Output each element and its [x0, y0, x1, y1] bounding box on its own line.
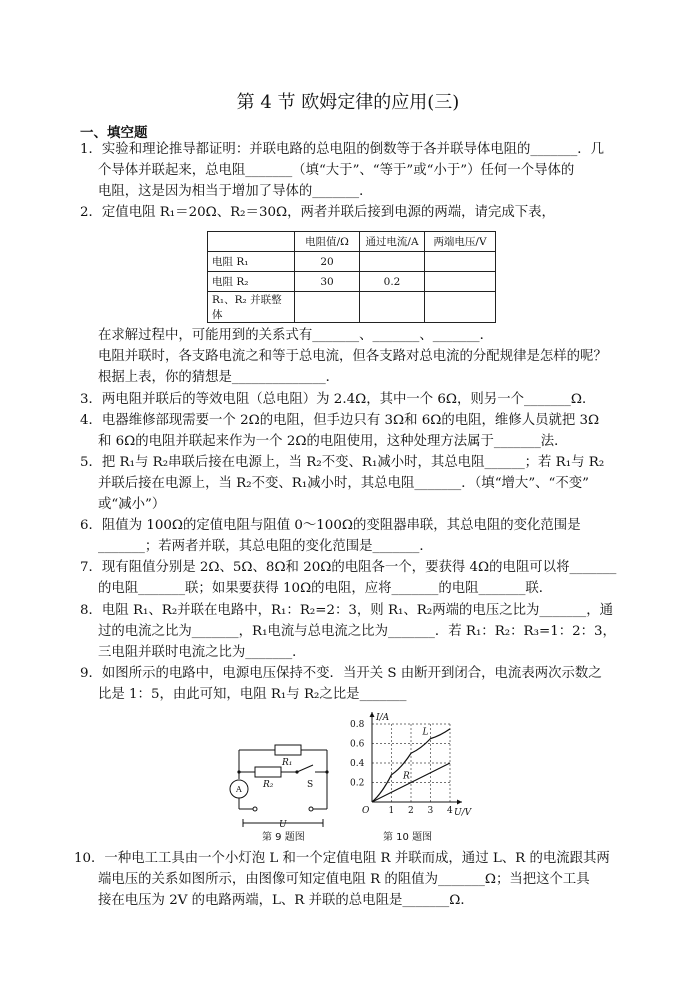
q10-line-2: 端电压的关系如图所示，由图像可知定值电阻 R 的阻值为_______Ω；当把这个工具	[98, 872, 590, 887]
q1-line-2: 个导体并联起来，总电阻_______（填“大于”、“等于”或“小于”）任何一个导体的	[98, 163, 575, 178]
q9-line-1: 9．如图所示的电路中，电源电压保持不变．当开关 S 由断开到闭合，电流表两次示数之	[80, 666, 602, 681]
q6-line-1: 6．阻值为 100Ω的定值电阻与阻值 0～100Ω的变阻器串联，其总电阻的变化范围是	[80, 518, 581, 533]
q3-line-1: 3．两电阻并联后的等效电阻（总电阻）为 2.4Ω，其中一个 6Ω，则另一个_______Ω．	[80, 392, 596, 407]
table-header-cell: 通过电流/A	[360, 232, 425, 252]
section-heading: 一、填空题	[80, 125, 148, 141]
table-cell: 20	[295, 252, 360, 272]
origin-label: O	[362, 806, 370, 816]
y-tick-label: 0.6	[350, 739, 365, 750]
table-cell: R₁、R₂ 并联整体	[208, 292, 295, 323]
q7-line-2: 的电阻_______联；如果要获得 10Ω的电阻，应将_______的电阻_______联．	[98, 581, 553, 596]
y-tick-label: 0.4	[350, 759, 365, 769]
x-axis-arrow	[457, 800, 462, 805]
y-tick-label: 0.8	[350, 720, 365, 730]
q4-line-1: 4．电器维修部现需要一个 2Ω的电阻，但手边只有 3Ω和 6Ω的电阻，维修人员就把 3Ω	[80, 413, 600, 428]
table-header-cell	[208, 232, 295, 252]
q4-line-2: 和 6Ω的电阻并联起来作为一个 2Ω的电阻使用，这种处理方法属于_______法．	[98, 434, 568, 449]
q1-line-3: 电阻，这是因为相当于增加了导体的_______．	[98, 184, 373, 199]
q5-line-3: 或“减小”）	[98, 497, 166, 512]
table-row	[208, 272, 496, 292]
y-tick-label: 0.2	[350, 778, 365, 789]
table-cell	[295, 292, 360, 323]
x-tick-label: 2	[408, 806, 414, 816]
label-switch: S	[307, 780, 314, 790]
q10-iu-graph	[342, 705, 472, 823]
table-cell: 电阻 R₂	[208, 272, 295, 292]
table-header-cell: 两端电压/V	[425, 232, 496, 252]
table-cell	[425, 272, 496, 292]
q10-caption: 第 10 题图	[383, 832, 433, 843]
table-cell	[360, 252, 425, 272]
series-label-l: L	[422, 727, 429, 738]
x-tick-label: 3	[427, 806, 434, 816]
q8-line-1: 8．电阻 R₁、R₂并联在电路中，R₁：R₂=2：3，则 R₁、R₂两端的电压之比为_______，通	[80, 603, 614, 618]
q8-line-2: 过的电流之比为_______，R₁电流与总电流之比为_______．若 R₁：R₂：R₃=1：2：3，	[98, 624, 616, 639]
label-voltage: U	[279, 820, 287, 830]
label-r1: R₁	[282, 758, 293, 768]
table-row	[208, 252, 496, 272]
resistor-r1	[275, 745, 301, 755]
q9-line-2: 比是 1：5，由此可知，电阻 R₁与 R₂之比是_______	[98, 687, 407, 702]
q5-line-1: 5．把 R₁与 R₂串联后接在电源上，当 R₂不变、R₁减小时，其总电阻______；若 R₁与 R₂	[80, 455, 605, 470]
q1-line-1: 1．实验和理论推导都证明：并联电路的总电阻的倒数等于各并联导体电阻的_______．几	[80, 142, 605, 157]
y-axis-label: I/A	[376, 713, 390, 723]
table-header-cell: 电阻值/Ω	[295, 232, 360, 252]
q8-line-3: 三电阻并联时电流之比为_______．	[98, 645, 306, 660]
series-label-r: R	[403, 771, 410, 782]
resistor-r2	[255, 767, 281, 777]
label-ammeter: A	[236, 785, 242, 794]
q10-line-3: 接在电压为 2V 的电路两端，L、R 并联的总电阻是_______Ω．	[98, 893, 474, 908]
table-cell	[425, 252, 496, 272]
x-tick-label: 1	[388, 806, 395, 816]
table-cell: 30	[295, 272, 360, 292]
q5-line-2: 并联后接在电源上，当 R₂不变、R₁减小时，其总电阻_______．（填“增大”、“不变”	[98, 476, 590, 491]
table-cell	[360, 292, 425, 323]
x-axis-label: U/V	[454, 808, 472, 818]
q2-line-2: 在求解过程中，可能用到的关系式有_______、_______、_______．	[98, 328, 494, 343]
table-cell: 0.2	[360, 272, 425, 292]
q9-caption: 第 9 题图	[262, 832, 305, 843]
q6-line-2: _______；若两者并联，其总电阻的变化范围是_______．	[98, 539, 433, 554]
q2-line-3: 电阻并联时，各支路电流之和等于总电流，但各支路对总电流的分配规律是怎样的呢？	[98, 349, 607, 364]
y-axis-arrow	[370, 712, 375, 717]
q10-line-1: 10．一种电工工具由一个小灯泡 L 和一个定值电阻 R 并联而成，通过 L、R 的电流跟其两	[74, 851, 610, 866]
q2-line-1: 2．定值电阻 R₁＝20Ω、R₂＝30Ω，两者并联后接到电源的两端，请完成下表，	[80, 205, 555, 220]
table-cell	[425, 292, 496, 323]
table-cell: 电阻 R₁	[208, 252, 295, 272]
table-header-row	[208, 232, 496, 252]
q2-line-4: 根据上表，你的猜想是______________．	[98, 370, 340, 385]
q7-line-1: 7．现有阻值分别是 2Ω、5Ω、8Ω和 20Ω的电阻各一个，要获得 4Ω的电阻可以将_______	[80, 560, 617, 575]
x-tick-label: 4	[447, 806, 453, 816]
table-row	[208, 292, 496, 323]
switch-s	[297, 765, 313, 772]
label-r2: R₂	[263, 780, 274, 790]
page-title: 第 4 节 欧姆定律的应用(三)	[236, 92, 460, 113]
q2-table	[207, 231, 496, 323]
